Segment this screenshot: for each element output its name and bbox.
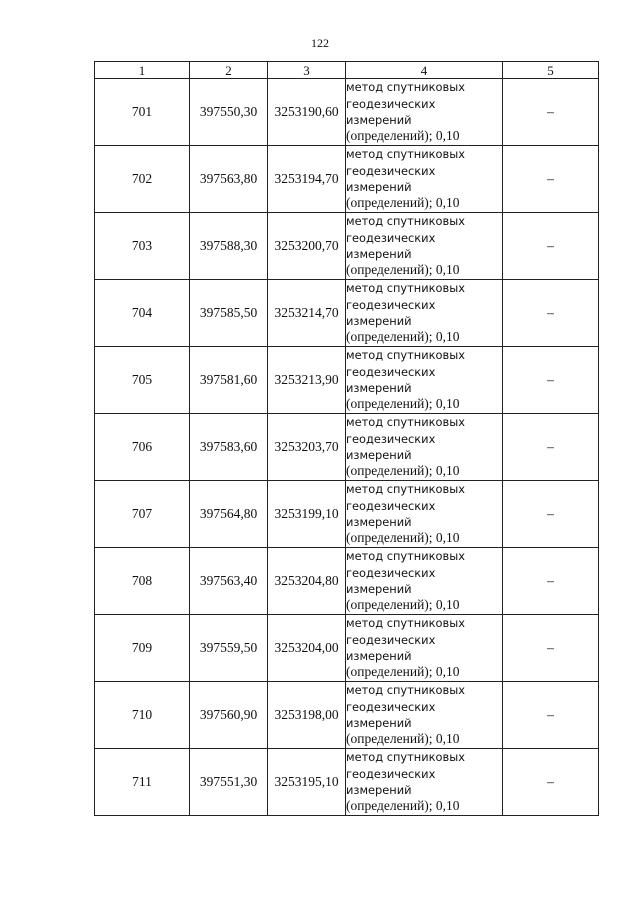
point-number-cell: 707: [95, 481, 190, 548]
method-cell: [346, 79, 503, 146]
y-coordinate-cell: 3253194,70: [268, 146, 346, 213]
note-cell: –: [503, 347, 599, 414]
method-text-line: геодезических: [346, 431, 436, 446]
method-text-line: геодезических: [346, 766, 436, 781]
point-number-cell: 704: [95, 280, 190, 347]
table-row: [95, 615, 599, 682]
method-text-line: геодезических: [346, 699, 436, 714]
method-text-line: (определений); 0,10: [346, 664, 460, 680]
point-number-cell: 703: [95, 213, 190, 280]
note-cell: –: [503, 414, 599, 481]
method-text-line: геодезических: [346, 364, 436, 379]
note-cell: –: [503, 146, 599, 213]
method-text-line: измерений: [346, 113, 412, 127]
table-row: [95, 280, 599, 347]
method-text-line: метод спутниковых: [346, 683, 465, 698]
note-cell: –: [503, 79, 599, 146]
method-cell: [346, 749, 503, 816]
method-text-line: измерений: [346, 582, 412, 596]
table-row: [95, 146, 599, 213]
method-text-line: метод спутниковых: [346, 281, 465, 296]
method-text-line: геодезических: [346, 96, 436, 111]
method-cell: [346, 682, 503, 749]
point-number-cell: 708: [95, 548, 190, 615]
coordinates-table: [94, 61, 599, 816]
point-number-cell: 702: [95, 146, 190, 213]
note-cell: –: [503, 481, 599, 548]
method-cell: [346, 548, 503, 615]
method-cell: [346, 146, 503, 213]
method-text-line: геодезических: [346, 230, 436, 245]
x-coordinate-cell: 397588,30: [190, 213, 268, 280]
method-text-line: (определений); 0,10: [346, 597, 460, 613]
y-coordinate-cell: 3253203,70: [268, 414, 346, 481]
table-row: [95, 682, 599, 749]
y-coordinate-cell: 3253200,70: [268, 213, 346, 280]
column-header: 4: [346, 62, 503, 79]
y-coordinate-cell: 3253214,70: [268, 280, 346, 347]
method-text-line: (определений); 0,10: [346, 530, 460, 546]
method-text-line: измерений: [346, 247, 412, 261]
x-coordinate-cell: 397551,30: [190, 749, 268, 816]
column-header: 2: [190, 62, 268, 79]
note-cell: –: [503, 280, 599, 347]
method-text-line: измерений: [346, 783, 412, 797]
note-cell: –: [503, 548, 599, 615]
method-text-line: (определений); 0,10: [346, 731, 460, 747]
table-row: [95, 749, 599, 816]
x-coordinate-cell: 397583,60: [190, 414, 268, 481]
method-text-line: (определений); 0,10: [346, 798, 460, 814]
method-text-line: геодезических: [346, 565, 436, 580]
method-text-line: геодезических: [346, 297, 436, 312]
x-coordinate-cell: 397585,50: [190, 280, 268, 347]
y-coordinate-cell: 3253204,80: [268, 548, 346, 615]
note-cell: –: [503, 213, 599, 280]
x-coordinate-cell: 397563,80: [190, 146, 268, 213]
method-text-line: метод спутниковых: [346, 147, 465, 162]
method-text-line: метод спутниковых: [346, 750, 465, 765]
column-header: 1: [95, 62, 190, 79]
x-coordinate-cell: 397559,50: [190, 615, 268, 682]
y-coordinate-cell: 3253190,60: [268, 79, 346, 146]
method-text-line: измерений: [346, 448, 412, 462]
point-number-cell: 706: [95, 414, 190, 481]
method-cell: [346, 280, 503, 347]
method-text-line: измерений: [346, 381, 412, 395]
method-text-line: метод спутниковых: [346, 616, 465, 631]
y-coordinate-cell: 3253204,00: [268, 615, 346, 682]
y-coordinate-cell: 3253213,90: [268, 347, 346, 414]
method-cell: [346, 615, 503, 682]
x-coordinate-cell: 397563,40: [190, 548, 268, 615]
method-text-line: метод спутниковых: [346, 348, 465, 363]
method-text-line: измерений: [346, 649, 412, 663]
method-text-line: измерений: [346, 716, 412, 730]
note-cell: –: [503, 615, 599, 682]
table-row: [95, 347, 599, 414]
point-number-cell: 709: [95, 615, 190, 682]
point-number-cell: 701: [95, 79, 190, 146]
method-text-line: геодезических: [346, 632, 436, 647]
method-text-line: измерений: [346, 314, 412, 328]
point-number-cell: 705: [95, 347, 190, 414]
method-text-line: метод спутниковых: [346, 80, 465, 95]
x-coordinate-cell: 397564,80: [190, 481, 268, 548]
y-coordinate-cell: 3253198,00: [268, 682, 346, 749]
table-header-row: [95, 62, 599, 79]
x-coordinate-cell: 397560,90: [190, 682, 268, 749]
method-text-line: (определений); 0,10: [346, 195, 460, 211]
point-number-cell: 710: [95, 682, 190, 749]
table-row: [95, 414, 599, 481]
page-number: 122: [311, 36, 329, 50]
method-text-line: метод спутниковых: [346, 415, 465, 430]
method-text-line: геодезических: [346, 498, 436, 513]
method-text-line: измерений: [346, 515, 412, 529]
method-text-line: метод спутниковых: [346, 549, 465, 564]
method-cell: [346, 414, 503, 481]
table-row: [95, 213, 599, 280]
note-cell: –: [503, 749, 599, 816]
method-text-line: (определений); 0,10: [346, 329, 460, 345]
method-text-line: (определений); 0,10: [346, 262, 460, 278]
column-header: 3: [268, 62, 346, 79]
note-cell: –: [503, 682, 599, 749]
y-coordinate-cell: 3253195,10: [268, 749, 346, 816]
x-coordinate-cell: 397581,60: [190, 347, 268, 414]
method-cell: [346, 347, 503, 414]
method-text-line: (определений); 0,10: [346, 463, 460, 479]
x-coordinate-cell: 397550,30: [190, 79, 268, 146]
method-text-line: метод спутниковых: [346, 482, 465, 497]
method-text-line: геодезических: [346, 163, 436, 178]
method-text-line: (определений); 0,10: [346, 128, 460, 144]
table-row: [95, 79, 599, 146]
y-coordinate-cell: 3253199,10: [268, 481, 346, 548]
method-text-line: измерений: [346, 180, 412, 194]
method-text-line: метод спутниковых: [346, 214, 465, 229]
point-number-cell: 711: [95, 749, 190, 816]
method-cell: [346, 213, 503, 280]
column-header: 5: [503, 62, 599, 79]
table-row: [95, 481, 599, 548]
method-text-line: (определений); 0,10: [346, 396, 460, 412]
table-row: [95, 548, 599, 615]
method-cell: [346, 481, 503, 548]
